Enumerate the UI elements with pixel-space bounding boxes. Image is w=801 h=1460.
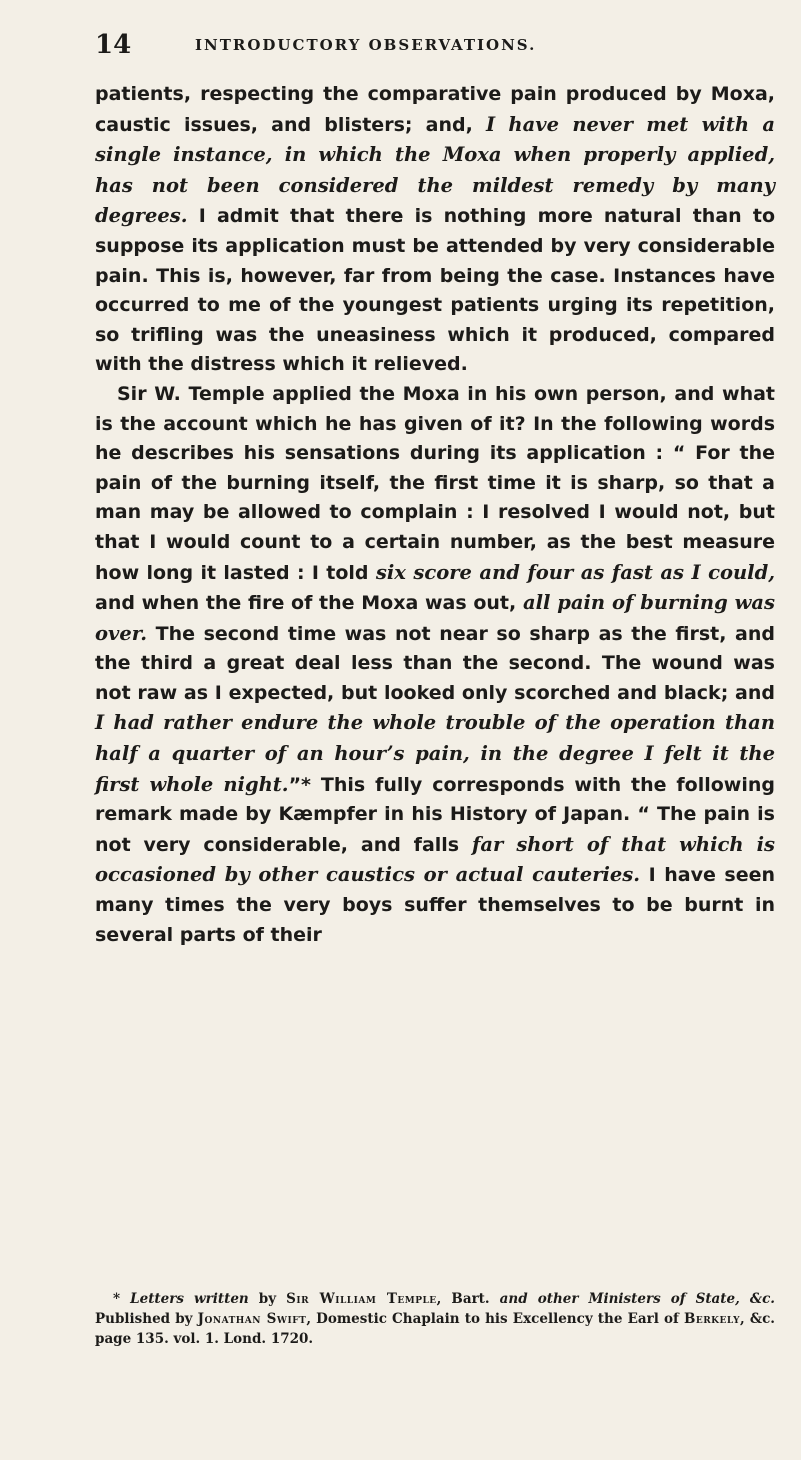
running-head-title: INTRODUCTORY OBSERVATIONS. — [195, 36, 537, 54]
footnote-text: * Letters written by Sir William Temple, Bart. and other Ministers of State, &c. Published by Jonathan Swift, Domestic Chaplain to his Excellency the Earl of Berkely, &c. page 135. vol. 1. Lond. 1720. — [95, 1291, 775, 1347]
footnote — [95, 1289, 775, 1349]
paragraph-2: Sir W. Temple applied the Moxa in his own person, and what is the account which he has given of it? In the following words he describes his sensations during its application : “ For the pain of the burning itself, the first time it is sharp, so that a man may be allowed to complain : I resolved I would not, but that I would count to a certain number, as the best measure how long it lasted : I told six score and four as fast as I could, and when the fire of the Moxa was out, all pain of burning was over. The second time was not near so sharp as the first, and the third a great deal less than the second. The wound was not raw as I expected, but looked only scorched and black; and I had rather endure the whole trouble of the operation than half a quarter of an hour’s pain, in the degree I felt it the first whole night.”* This fully corresponds with the following remark made by Kæmpfer in his History of Japan. “ The pain is not very considerable, and falls far short of that which is occasioned by other caustics or actual cauteries. I have seen many times the very boys suffer themselves to be burnt in several parts of their — [95, 382, 775, 946]
page-number: 14 — [95, 30, 132, 60]
body-text — [95, 80, 775, 950]
running-head — [95, 30, 775, 60]
paragraph-1: patients, respecting the comparative pain produced by Moxa, caustic issues, and blisters; and, I have never met with a single instance, in which the Moxa when properly applied, has not been considered the mildest remedy by many degrees. I admit that there is nothing more natural than to suppose its application must be attended by very considerable pain. This is, however, far from being the case. Instances have occurred to me of the youngest patients urging its repetition, so trifling was the uneasiness which it produced, compared with the distress which it relieved. — [95, 83, 775, 376]
